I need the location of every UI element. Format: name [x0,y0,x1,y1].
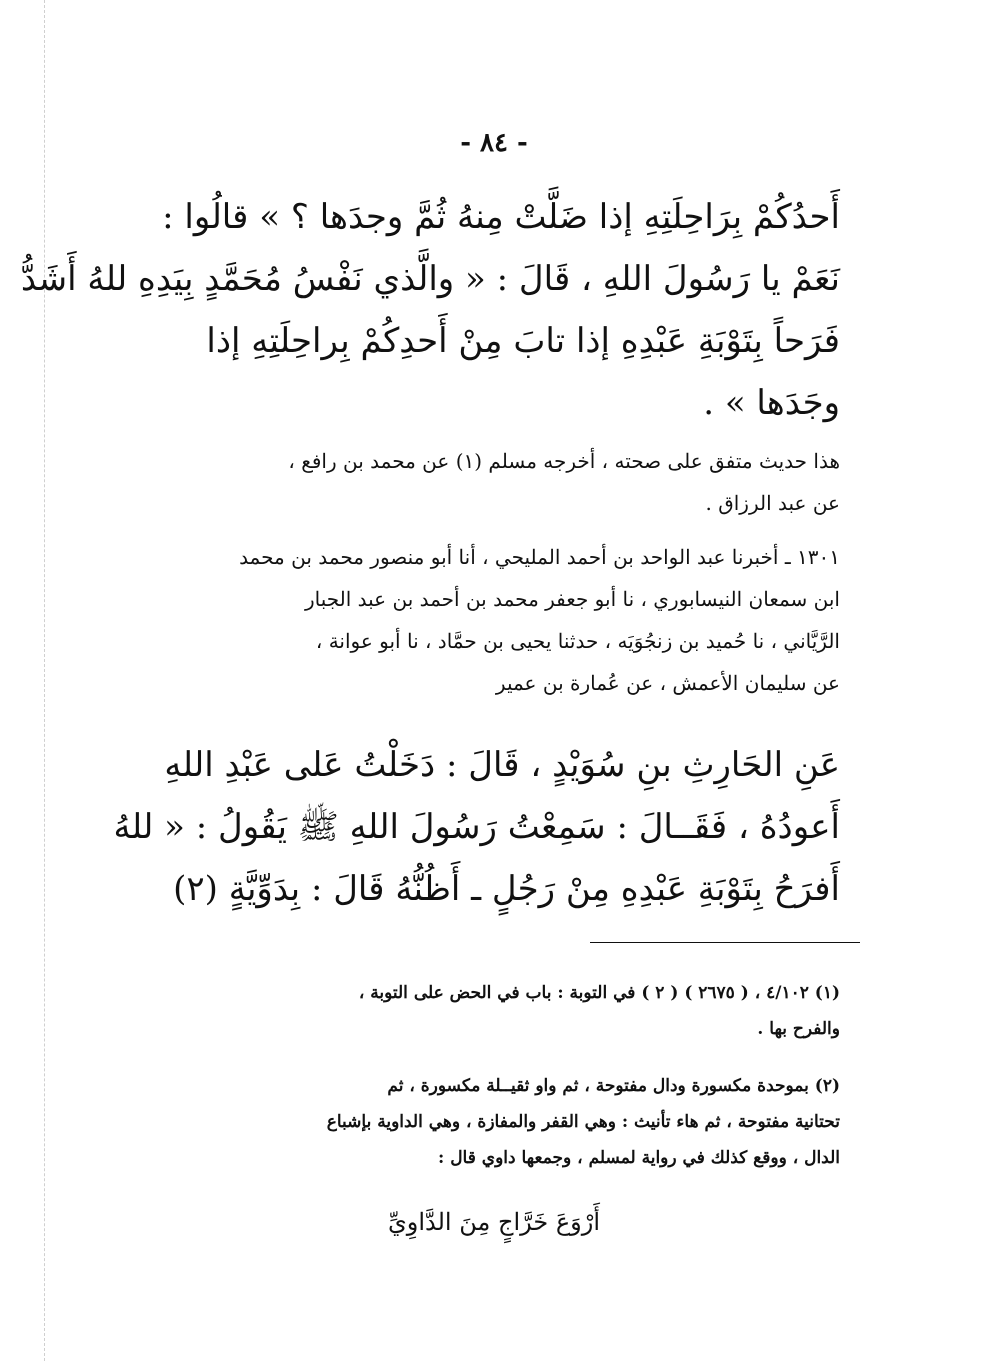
footnote-divider [590,942,860,943]
footnote-line: الدال ، ووقع كذلك في رواية لمسلم ، وجمعها داوي قال : [438,1148,840,1168]
isnad-line: الرَّيَّاني ، نا حُميد بن زنجُوَيَه ، حدثنا يحيى بن حمَّاد ، نا أبو عوانة ، [315,629,840,653]
page-number: - ٨٤ - [460,128,528,158]
isnad-line: عن سليمان الأعمش ، عن عُمارة بن عمير [495,671,840,695]
hadith-continuation [20,186,840,434]
hadith-text [113,734,840,920]
footnote-line: (٢) بموحدة مكسورة ودال مفتوحة ، ثم واو ثقيــلة مكسورة ، ثم [387,1076,840,1096]
footnote-line: (١) ٤/١٠٢ ، ( ٢٦٧٥ ) ( ٢ ) في التوبة : باب في الحض على التوبة ، [358,983,840,1003]
chain-of-narration [150,536,840,704]
hadith-commentary [150,440,840,524]
footnote-2 [150,1068,840,1176]
binding-margin-line [44,0,45,1361]
footnote-1 [150,975,840,1047]
poetry-verse: أَرْوَعَ خَرَّاجٍ مِنَ الدَّاوِيِّ [387,1208,601,1236]
hadith-line: فَرَحاً بِتَوْبَةِ عَبْدِهِ إذا تابَ مِنْ أَحدِكُمْ بِراحِلَتِهِ إذا [206,321,840,361]
hadith-line: أَحدُكُمْ بِرَاحِلَتِهِ إذا ضَلَّتْ مِنهُ ثُمَّ وجدَها ؟ » قالُوا : [162,197,840,237]
isnad-line: ١٣٠١ ـ أخبرنا عبد الواحد بن أحمد المليحي ، أنا أبو منصور محمد بن محمد [239,545,840,569]
commentary-line: عن عبد الرزاق . [705,491,840,515]
commentary-line: هذا حديث متفق على صحته ، أخرجه مسلم (١) عن محمد بن رافع ، [288,449,840,473]
isnad-line: ابن سمعان النيسابوري ، نا أبو جعفر محمد بن أحمد بن عبد الجبار [304,587,840,611]
hadith-line: أَفرَحُ بِتَوْبَةِ عَبْدِهِ مِنْ رَجُلٍ ـ أَظُنُّهُ قَالَ : بِدَوِّيَّةٍ (٢) [173,869,840,909]
hadith-line: أَعودُهُ ، فَقَــالَ : سَمِعْتُ رَسُولَ اللهِ ﷺ يَقُولُ : « للهُ [113,807,840,847]
footnote-line: والفرح بها . [757,1019,840,1039]
footnote-line: تحتانية مفتوحة ، ثم هاء تأنيث : وهي القفر والمفازة ، وهي الداوية بإشباع [326,1112,840,1132]
hadith-line: نَعَمْ يا رَسُولَ اللهِ ، قَالَ : « والَّذي نَفْسُ مُحَمَّدٍ بِيَدِهِ للهُ أَشَدُّ [20,259,840,299]
hadith-line: عَنِ الحَارِثِ بنِ سُوَيْدٍ ، قَالَ : دَخَلْتُ عَلى عَبْدِ اللهِ [164,745,840,785]
hadith-line: وجَدَها » . [703,383,840,423]
